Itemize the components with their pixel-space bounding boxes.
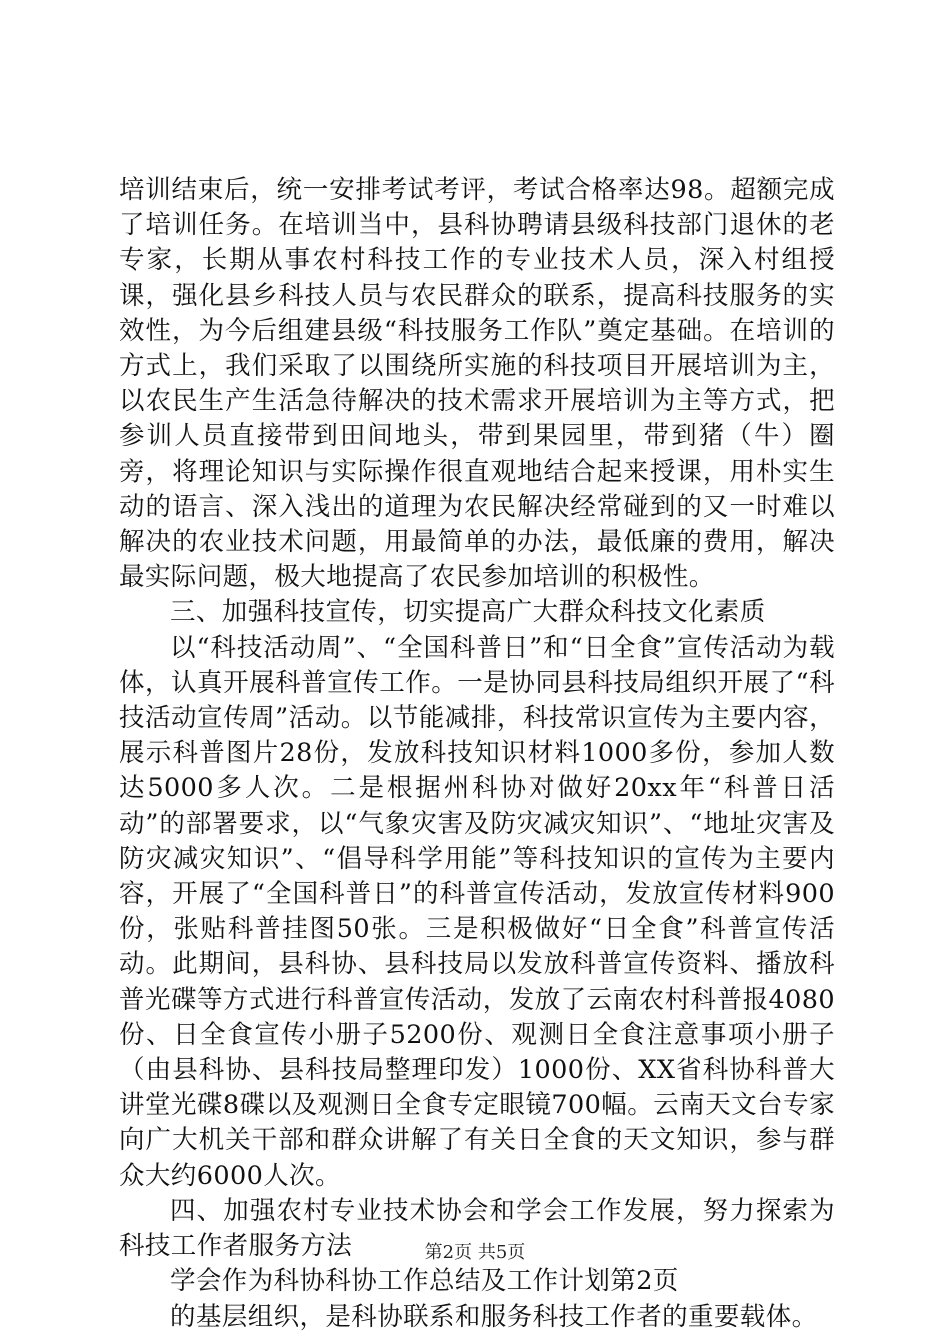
paragraph-training-summary: 培训结束后，统一安排考试考评，考试合格率达98。超额完成了培训任务。在培训当中，县科协聘请县级科技部门退休的老专家，长期从事农村科技工作的专业技术人员，深入村组授课，强化县乡科技人员与农民群众的联系，提高科技服务的实效性，为今后组建县级“科技服务工作队”奠定基础。在培训的方式上，我们采取了以围绕所实施的科技项目开展培训为主，以农民生产生活急待解决的技术需求开展培训为主等方式，把参训人员直接带到田间地头，带到果园里，带到猪（牛）圈旁，将理论知识与实际操作很直观地结合起来授课，用朴实生动的语言、深入浅出的道理为农民解决经常碰到的又一时难以解决的农业技术问题，用最简单的办法，最低廉的费用，解决最实际问题，极大地提高了农民参加培训的积极性。 <box>119 175 835 593</box>
page-number-footer: 第2页 共5页 <box>424 1242 526 1263</box>
section-heading-3: 三、加强科技宣传，切实提高广大群众科技文化素质 <box>170 597 766 628</box>
paragraph-society-continued: 的基层组织，是科协联系和服务科技工作者的重要载体。 <box>170 1301 818 1332</box>
section-heading-4: 四、加强农村专业技术协会和学会工作发展，努力探索为科技工作者服务方法 <box>119 1195 835 1262</box>
document-body <box>119 173 835 1335</box>
paragraph-science-publicity: 以“科技活动周”、“全国科普日”和“日全食”宣传活动为载体，认真开展科普宣传工作。一是协同县科技局组织开展了“科技活动宣传周”活动。以节能减排，科技常识宣传为主要内容，展示科普图片28份，发放科技知识材料1000多份，参加人数达5000多人次。二是根据州科协对做好20xx年“科普日活动”的部署要求，以“气象灾害及防灾减灾知识”、“地址灾害及防灾减灾知识”、“倡导科学用能”等科技知识的宣传为主要内容，开展了“全国科普日”的科普宣传活动，发放宣传材料900份，张贴科普挂图50张。三是积极做好“日全食”科普宣传活动。此期间，县科协、县科技局以发放科普宣传资料、播放科普光碟等方式进行科普宣传活动，发放了云南农村科普报4080份、日全食宣传小册子5200份、观测日全食注意事项小册子（由县科协、县科技局整理印发）1000份、XX省科协科普大讲堂光碟8碟以及观测日全食专定眼镜700幅。云南天文台专家向广大机关干部和群众讲解了有关日全食的天文知识，参与群众大约6000人次。 <box>119 632 835 1191</box>
paragraph-society-intro: 学会作为科协科协工作总结及工作计划第2页 <box>170 1266 679 1297</box>
